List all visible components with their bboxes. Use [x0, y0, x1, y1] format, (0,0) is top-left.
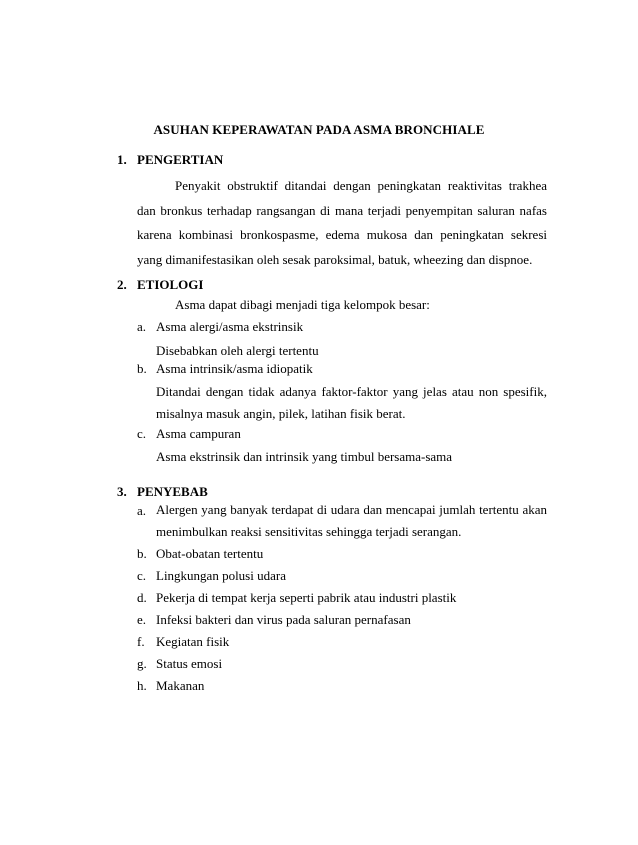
- list-marker: f.: [137, 634, 145, 649]
- list-marker: c.: [137, 568, 147, 583]
- list-item-label: Asma alergi/asma ekstrinsik: [156, 319, 304, 334]
- list-item-label: Infeksi bakteri dan virus pada saluran pernafasan: [156, 612, 411, 627]
- list-marker: c.: [137, 426, 147, 441]
- list-item-label: Obat-obatan tertentu: [156, 546, 264, 561]
- section-heading-pengertian: [117, 152, 223, 168]
- list-marker: b.: [137, 361, 147, 376]
- pengertian-paragraph: Penyakit obstruktif ditandai dengan peningkatan reaktivitas trakhea dan bronkus terhadap rangsangan di mana terjadi penyempitan saluran nafas karena kombinasi bronkospasme, edema mukosa dan peningkatan sekresi yang dimanifestasikan oleh sesak paroksimal, batuk, wheezing dan dispnoe.: [137, 178, 547, 267]
- list-item-description: Ditandai dengan tidak adanya faktor-faktor yang jelas atau non spesifik, misalnya masuk angin, pilek, latihan fisik berat.: [156, 384, 547, 421]
- list-item-description: Disebabkan oleh alergi tertentu: [156, 343, 319, 358]
- list-marker: h.: [137, 678, 147, 693]
- section-heading-etiologi: [117, 277, 203, 293]
- section-title: PENGERTIAN: [137, 152, 224, 167]
- list-marker: b.: [137, 546, 147, 561]
- section-title: PENYEBAB: [137, 484, 208, 499]
- list-item-label: Asma campuran: [156, 426, 241, 441]
- list-marker: e.: [137, 612, 147, 627]
- section-number: 2.: [117, 277, 127, 292]
- section-number: 1.: [117, 152, 127, 167]
- list-item-label: Status emosi: [156, 656, 223, 671]
- list-item-label: Kegiatan fisik: [156, 634, 230, 649]
- list-item-label: Asma intrinsik/asma idiopatik: [156, 361, 313, 376]
- list-item-label: Makanan: [156, 678, 205, 693]
- etiologi-intro: Asma dapat dibagi menjadi tiga kelompok besar:: [175, 297, 430, 312]
- list-marker: a.: [137, 503, 147, 518]
- document-title: ASUHAN KEPERAWATAN PADA ASMA BRONCHIALE: [153, 122, 485, 137]
- list-marker: a.: [137, 319, 147, 334]
- section-title: ETIOLOGI: [137, 277, 204, 292]
- section-heading-penyebab: [117, 484, 208, 500]
- list-item-description: Asma ekstrinsik dan intrinsik yang timbul bersama-sama: [156, 449, 453, 464]
- list-item-label: Alergen yang banyak terdapat di udara dan mencapai jumlah tertentu akan menimbulkan reaksi sensitivitas sehingga terjadi serangan.: [156, 502, 547, 539]
- section-number: 3.: [117, 484, 127, 499]
- list-item-label: Lingkungan polusi udara: [156, 568, 286, 583]
- list-marker: g.: [137, 656, 147, 671]
- list-item-label: Pekerja di tempat kerja seperti pabrik atau industri plastik: [156, 590, 457, 605]
- list-marker: d.: [137, 590, 147, 605]
